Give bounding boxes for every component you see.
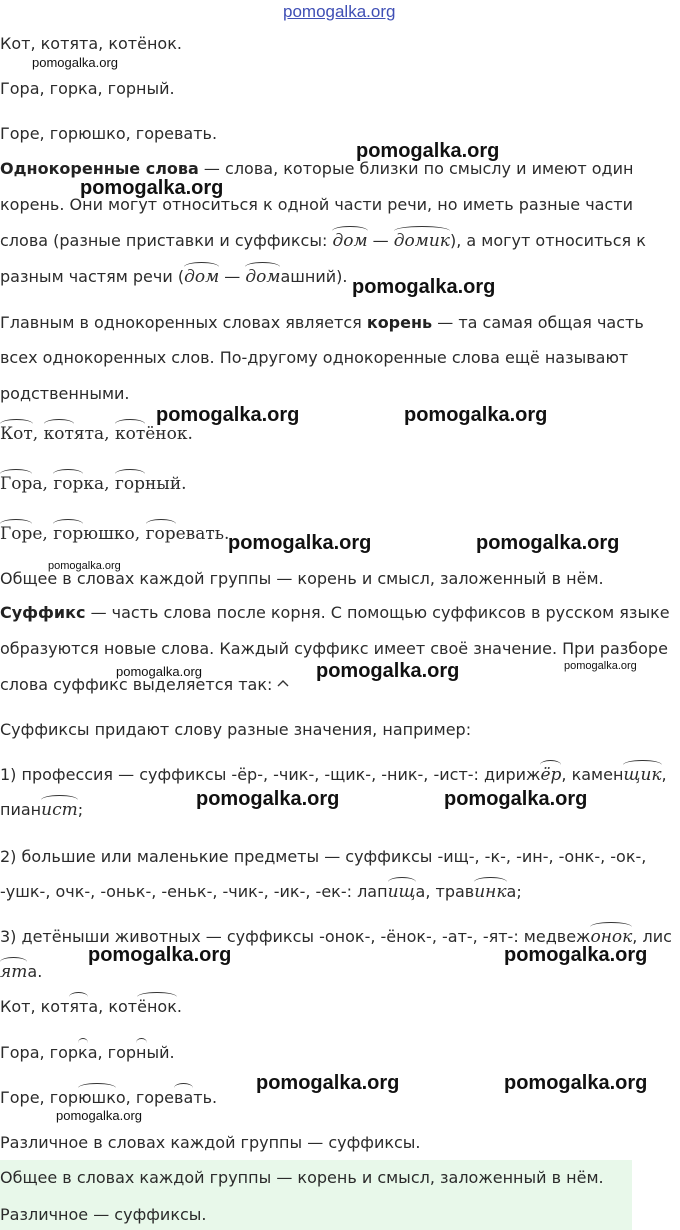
main-line-3: родственными.	[0, 384, 130, 403]
suffix-marked: н	[136, 1043, 147, 1062]
point-1-line-1	[0, 765, 667, 785]
watermark: pomogalka.org	[444, 788, 588, 810]
suffix-intro: Суффиксы придают слову разные значения, например:	[0, 720, 472, 739]
root-marked: кот	[114, 424, 146, 444]
point-text: -ушк-, очк-, -оньк-, -еньк-, -чик-, -ик-, -ек-: лап	[0, 882, 388, 901]
suffix-marked: ва	[174, 1088, 194, 1107]
watermark: pomogalka.org	[196, 788, 340, 810]
suffix-marked: ист	[41, 800, 78, 820]
root-dom: дом	[184, 267, 220, 287]
definition-text: — слова, которые близки по смыслу и имеют один	[198, 159, 634, 178]
summary-line-1: Общее в словах каждой группы — корень и смысл, заложенный в нём.	[0, 1168, 604, 1187]
suffix-text: слова суффикс выделяется так:	[0, 675, 273, 694]
point-2-line-1: 2) большие или маленькие предметы — суффиксы -ищ-, -к-, -ин-, -онк-, -ок-,	[0, 847, 647, 866]
definition-line-1	[0, 159, 633, 179]
definition-text: слова (разные приставки и суффиксы:	[0, 231, 333, 250]
point-text: , камен	[561, 765, 624, 784]
watermark: pomogalka.org	[352, 276, 496, 298]
text-line-2: Гора, горка, горный.	[0, 79, 175, 98]
word-part: .	[176, 997, 182, 1016]
word-part: юшко,	[83, 524, 146, 544]
suffix-marked: инк	[474, 882, 507, 902]
definition-line-4	[0, 267, 347, 287]
point-text: а, трав	[415, 882, 475, 901]
term-root: корень	[366, 313, 433, 332]
term-suffix: Суффикс	[0, 603, 86, 622]
word-part: а,	[32, 474, 54, 494]
main-line-2: всех однокоренных слов. По-другому однокоренные слова ещё называют	[0, 348, 629, 367]
definition-text: ашний	[280, 267, 337, 286]
point-text: а.	[27, 962, 43, 981]
root-example-3	[0, 524, 229, 544]
word-part: евать.	[175, 524, 230, 544]
point-text: 1) профессия — суффиксы -ёр-, -чик-, -щик-, -ник-, -ист-: дириж	[0, 765, 541, 784]
root-marked: кот	[43, 424, 74, 444]
root-example-1	[0, 424, 193, 444]
word-part: ёнок.	[145, 424, 193, 444]
watermark: pomogalka.org	[56, 1108, 142, 1123]
watermark: pomogalka.org	[256, 1072, 400, 1094]
word-part: а, гор	[87, 1043, 137, 1062]
word-part: а, кот	[88, 997, 138, 1016]
suffix-example-3	[0, 1088, 217, 1108]
text-line-1: Кот, котята, котёнок.	[0, 34, 182, 53]
root-domik: домик	[393, 231, 450, 251]
root-marked: Гор	[0, 474, 33, 494]
root-dom: дом	[245, 267, 281, 287]
definition-text: ), а могут относиться к	[449, 231, 646, 250]
word-part: Кот, кот	[0, 997, 70, 1016]
word-part: Гора, гор	[0, 1043, 79, 1062]
suffix-marked: ищ	[387, 882, 416, 902]
watermark: pomogalka.org	[564, 660, 637, 672]
watermark: pomogalka.org	[504, 1072, 648, 1094]
word-part: е,	[32, 524, 54, 544]
suffix-marked: юшк	[78, 1088, 116, 1107]
main-line-1	[0, 313, 644, 333]
watermark: pomogalka.org	[316, 660, 460, 682]
definition-text: разным частям речи (	[0, 267, 185, 286]
definition-line-2: корень. Они могут относиться к одной части речи, но иметь разные части	[0, 195, 633, 214]
watermark-top-link[interactable]: pomogalka.org	[283, 2, 396, 21]
watermark: pomogalka.org	[476, 532, 620, 554]
root-marked: Гор	[0, 524, 33, 544]
summary-line-2: Различное — суффиксы.	[0, 1205, 207, 1224]
suffix-marked: онок	[590, 927, 633, 947]
word-part: ть.	[193, 1088, 218, 1107]
word-part: о, горе	[115, 1088, 175, 1107]
suffix-marked: ят	[0, 962, 28, 982]
word-part: ный.	[144, 474, 187, 494]
word-part: ый.	[146, 1043, 175, 1062]
suffix-text: — часть слова после корня. С помощью суффиксов в русском языке	[85, 603, 670, 622]
root-dom: дом	[332, 231, 368, 251]
word-part: ята,	[73, 424, 115, 444]
root-marked: гор	[53, 524, 84, 544]
suffix-marked: ят	[69, 997, 89, 1016]
point-1-line-2	[0, 800, 83, 820]
difference-line: Различное в словах каждой группы — суффиксы.	[0, 1133, 421, 1152]
word-part: Горе, гор	[0, 1088, 79, 1107]
root-example-2	[0, 474, 187, 494]
text-line-3: Горе, горюшко, горевать.	[0, 124, 218, 143]
suffix-line-2: образуются новые слова. Каждый суффикс имеет своё значение. При разборе	[0, 639, 668, 658]
main-text: — та самая общая часть	[432, 313, 644, 332]
suffix-marked: щик	[623, 765, 662, 785]
watermark: pomogalka.org	[80, 177, 224, 199]
point-2-line-2	[0, 882, 522, 902]
word-part: ка,	[83, 474, 115, 494]
point-text: ,	[661, 765, 667, 784]
term-cognates: Однокоренные слова	[0, 159, 199, 178]
suffix-example-1	[0, 997, 182, 1017]
dash: —	[219, 267, 246, 286]
watermark: pomogalka.org	[156, 404, 300, 426]
watermark: pomogalka.org	[356, 140, 500, 162]
word-part: ,	[32, 424, 44, 444]
point-text: ;	[77, 800, 84, 819]
definition-line-3	[0, 231, 646, 251]
suffix-example-2	[0, 1043, 175, 1063]
dash: —	[367, 231, 394, 250]
suffix-marked: ёнок	[137, 997, 177, 1016]
root-marked: гор	[53, 474, 84, 494]
point-text: пиан	[0, 800, 42, 819]
common-root-line: Общее в словах каждой группы — корень и смысл, заложенный в нём.	[0, 569, 604, 588]
watermark: pomogalka.org	[48, 560, 121, 572]
main-text: Главным в однокоренных словах является	[0, 313, 367, 332]
suffix-marked: ёр	[540, 765, 562, 785]
watermark: pomogalka.org	[116, 664, 202, 679]
watermark: pomogalka.org	[404, 404, 548, 426]
point-3-line-2	[0, 962, 42, 982]
suffix-marked: к	[78, 1043, 88, 1062]
suffix-mark-icon	[277, 679, 289, 687]
watermark: pomogalka.org	[88, 944, 232, 966]
root-marked: Кот	[0, 424, 33, 444]
suffix-line-1	[0, 603, 670, 623]
definition-text: ).	[336, 267, 348, 286]
point-text: а;	[506, 882, 522, 901]
watermark: pomogalka.org	[32, 55, 118, 70]
root-marked: гор	[145, 524, 176, 544]
point-text: , лис	[632, 927, 672, 946]
watermark: pomogalka.org	[228, 532, 372, 554]
root-marked: гор	[114, 474, 145, 494]
watermark: pomogalka.org	[504, 944, 648, 966]
point-text: 3) детёныши животных — суффиксы -онок-, -ёнок-, -ат-, -ят-: медвеж	[0, 927, 591, 946]
